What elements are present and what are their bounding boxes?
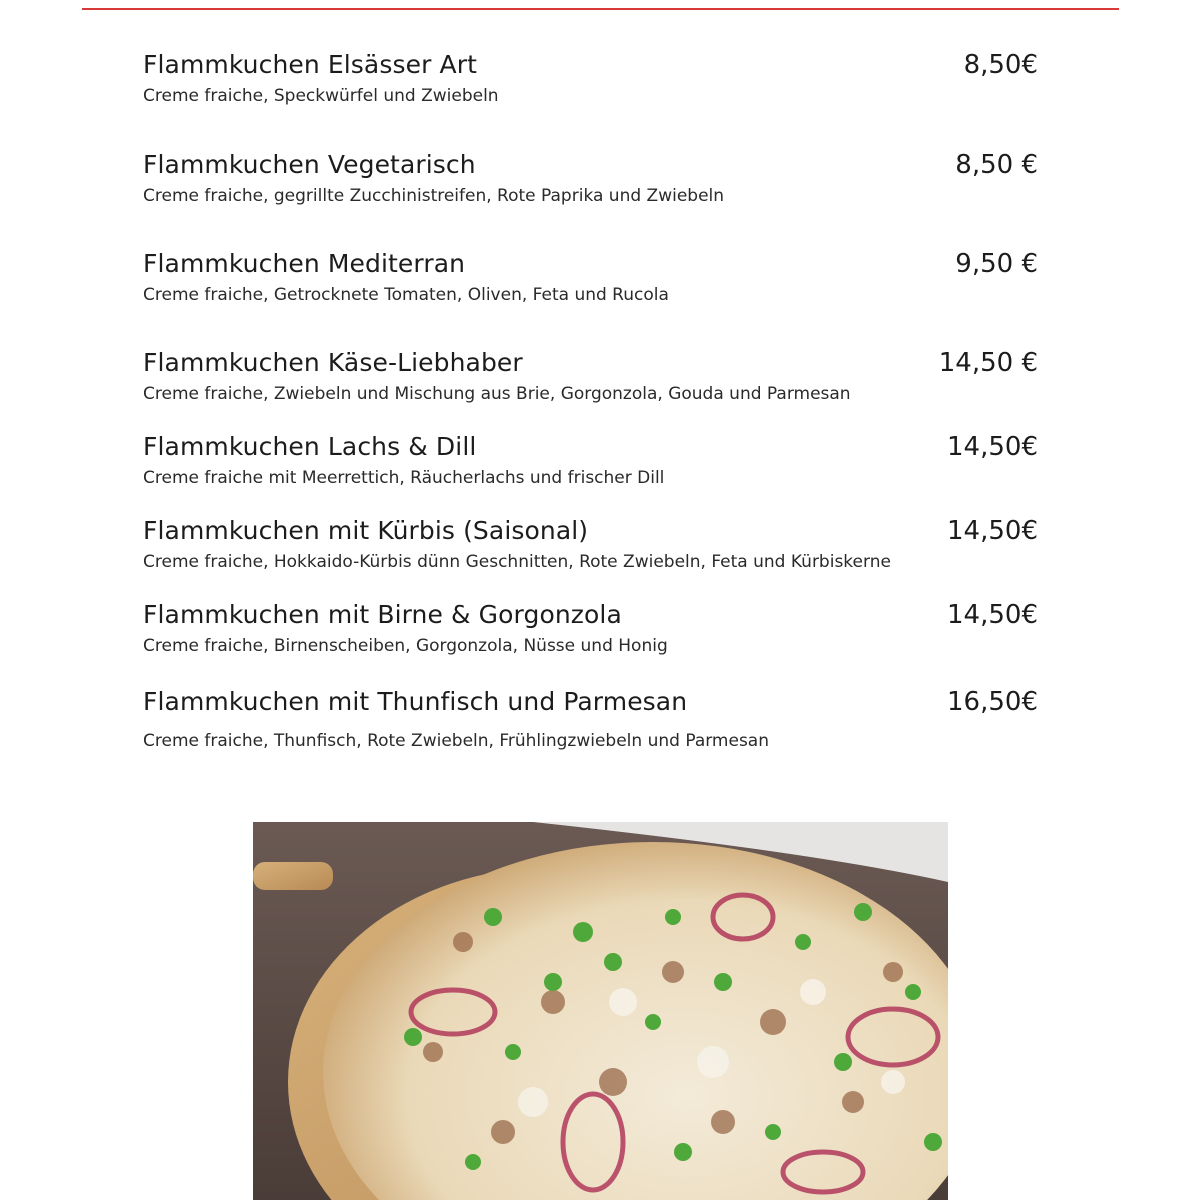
item-description: Creme fraiche, Thunfisch, Rote Zwiebeln, Frühlingzwiebeln und Parmesan bbox=[143, 731, 769, 751]
item-description: Creme fraiche, Zwiebeln und Mischung aus Brie, Gorgonzola, Gouda und Parmesan bbox=[143, 384, 851, 404]
item-name: Flammkuchen Lachs & Dill bbox=[143, 432, 477, 461]
flammkuchen-photo bbox=[253, 822, 948, 1200]
item-name: Flammkuchen mit Thunfisch und Parmesan bbox=[143, 687, 688, 716]
item-name: Flammkuchen Käse-Liebhaber bbox=[143, 348, 523, 377]
menu-item-kuerbis bbox=[143, 516, 1038, 572]
item-price: 8,50 € bbox=[955, 150, 1038, 180]
menu-item-elsaesser bbox=[143, 50, 1038, 106]
item-name: Flammkuchen Mediterran bbox=[143, 249, 466, 278]
menu-item-kaese-liebhaber bbox=[143, 348, 1038, 404]
menu-item-birne-gorgonzola bbox=[143, 600, 1038, 656]
menu-item-lachs-dill bbox=[143, 432, 1038, 488]
top-divider bbox=[82, 8, 1119, 10]
item-description: Creme fraiche, Speckwürfel und Zwiebeln bbox=[143, 86, 499, 106]
item-price: 8,50€ bbox=[963, 50, 1038, 80]
item-description: Creme fraiche, Birnenscheiben, Gorgonzola, Nüsse und Honig bbox=[143, 636, 668, 656]
item-name: Flammkuchen mit Kürbis (Saisonal) bbox=[143, 516, 589, 545]
item-description: Creme fraiche, Getrocknete Tomaten, Oliven, Feta und Rucola bbox=[143, 285, 669, 305]
item-price: 14,50 € bbox=[938, 348, 1038, 378]
item-price: 16,50€ bbox=[947, 687, 1038, 717]
item-price: 9,50 € bbox=[955, 249, 1038, 279]
flammkuchen-illustration bbox=[253, 822, 948, 1200]
menu-item-vegetarisch bbox=[143, 150, 1038, 206]
item-price: 14,50€ bbox=[947, 516, 1038, 546]
item-description: Creme fraiche, gegrillte Zucchinistreifen, Rote Paprika und Zwiebeln bbox=[143, 186, 725, 206]
item-description: Creme fraiche mit Meerrettich, Räucherlachs und frischer Dill bbox=[143, 468, 665, 488]
item-name: Flammkuchen Elsässer Art bbox=[143, 50, 477, 79]
item-price: 14,50€ bbox=[947, 432, 1038, 462]
menu-item-mediterran bbox=[143, 249, 1038, 305]
item-description: Creme fraiche, Hokkaido-Kürbis dünn Geschnitten, Rote Zwiebeln, Feta und Kürbiskerne bbox=[143, 552, 891, 572]
item-name: Flammkuchen Vegetarisch bbox=[143, 150, 476, 179]
item-price: 14,50€ bbox=[947, 600, 1038, 630]
menu-item-thunfisch-parmesan bbox=[143, 687, 1038, 751]
item-name: Flammkuchen mit Birne & Gorgonzola bbox=[143, 600, 622, 629]
